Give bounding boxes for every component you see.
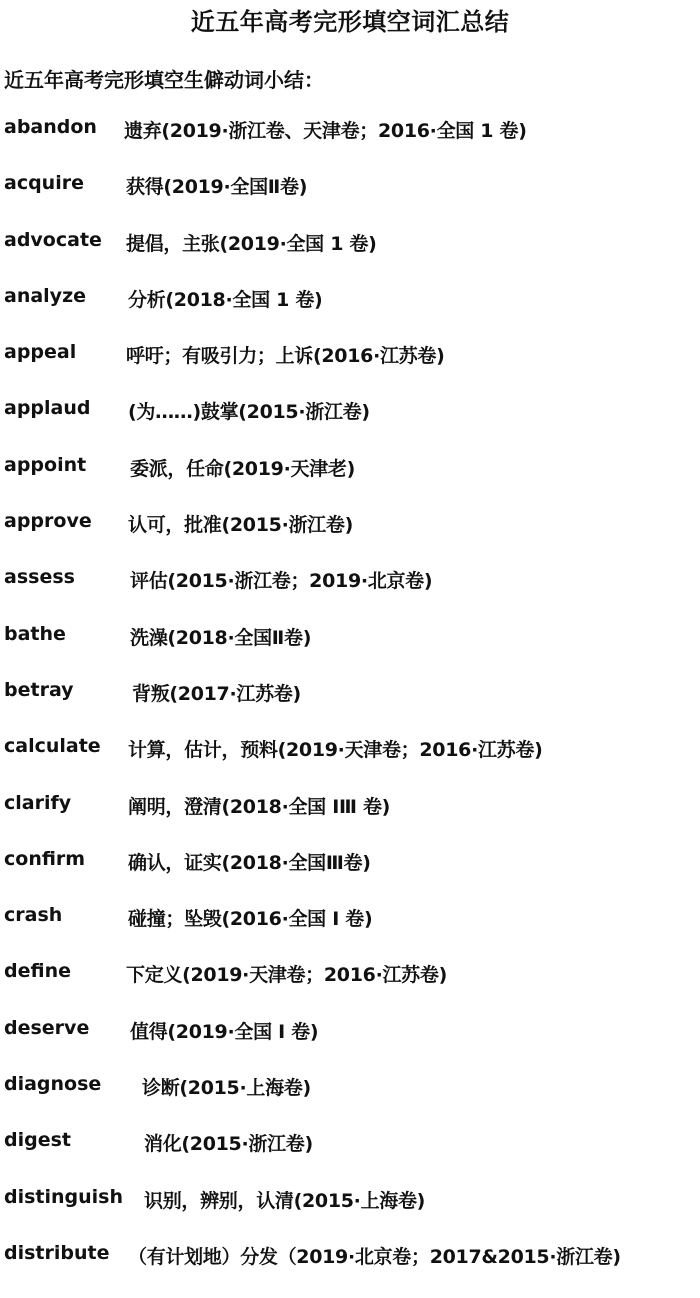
vocab-meaning: 识别，辨别，认清(2015·上海卷) — [144, 1189, 426, 1212]
vocab-meaning: 计算，估计，预料(2019·天津卷；2016·江苏卷) — [128, 739, 543, 762]
vocab-word: distinguish — [4, 1185, 124, 1208]
vocab-meaning: (为……)鼓掌(2015·浙江卷) — [128, 401, 370, 424]
vocab-word: diagnose — [4, 1073, 102, 1096]
vocab-meaning: 洗澡(2018·全国Ⅱ卷) — [130, 626, 312, 649]
vocab-meaning: 确认，证实(2018·全国Ⅲ卷) — [128, 851, 371, 874]
vocab-entry — [0, 1073, 700, 1129]
vocab-word: deserve — [4, 1016, 90, 1039]
vocab-word: appoint — [4, 453, 87, 476]
vocab-meaning: 委派，任命(2019·天津老) — [130, 457, 355, 480]
vocabulary-list — [0, 116, 700, 1298]
vocab-meaning: 呼吁；有吸引力；上诉(2016·江苏卷) — [126, 345, 445, 368]
vocab-word: crash — [4, 904, 63, 927]
vocab-meaning: 提倡，主张(2019·全国 1 卷) — [126, 232, 377, 255]
vocab-entry — [0, 623, 700, 679]
vocab-entry — [0, 1186, 700, 1242]
vocab-entry — [0, 1017, 700, 1073]
vocab-entry — [0, 510, 700, 566]
vocab-entry — [0, 116, 700, 172]
vocab-word: calculate — [4, 735, 101, 758]
vocab-word: appeal — [4, 341, 77, 364]
vocab-meaning: 认可，批准(2015·浙江卷) — [128, 514, 353, 537]
vocab-word: applaud — [4, 397, 91, 420]
vocab-entry — [0, 454, 700, 510]
vocab-meaning: （有计划地）分发（2019·北京卷；2017&2015·浙江卷) — [128, 1245, 621, 1268]
vocab-word: bathe — [4, 622, 66, 645]
vocab-meaning: 获得(2019·全国Ⅱ卷) — [126, 176, 308, 199]
vocab-entry — [0, 679, 700, 735]
vocab-entry — [0, 904, 700, 960]
vocab-meaning: 碰撞；坠毁(2016·全国 I 卷) — [128, 908, 373, 931]
document-subtitle: 近五年高考完形填空生僻动词小结： — [4, 68, 324, 92]
vocab-word: acquire — [4, 172, 84, 195]
vocab-meaning: 下定义(2019·天津卷；2016·江苏卷) — [126, 964, 447, 987]
vocab-entry — [0, 341, 700, 397]
vocab-meaning: 分析(2018·全国 1 卷) — [128, 288, 323, 311]
vocab-entry — [0, 735, 700, 791]
vocab-entry — [0, 285, 700, 341]
vocab-word: clarify — [4, 791, 72, 814]
document-title: 近五年高考完形填空词汇总结 — [190, 8, 510, 36]
vocab-meaning: 值得(2019·全国 I 卷) — [130, 1020, 319, 1043]
vocab-word: analyze — [4, 284, 87, 307]
vocab-meaning: 消化(2015·浙江卷) — [144, 1133, 313, 1156]
vocab-word: confirm — [4, 847, 86, 870]
vocab-word: betray — [4, 678, 74, 701]
vocab-meaning: 评估(2015·浙江卷；2019·北京卷) — [130, 570, 433, 593]
vocab-meaning: 背叛(2017·江苏卷) — [132, 682, 301, 705]
vocab-entry — [0, 172, 700, 228]
vocab-entry — [0, 397, 700, 453]
vocab-word: approve — [4, 510, 92, 533]
vocab-entry — [0, 960, 700, 1016]
vocab-word: define — [4, 960, 71, 983]
vocab-word: advocate — [4, 228, 102, 251]
vocab-meaning: 阐明，澄清(2018·全国 IⅢ 卷) — [128, 795, 391, 818]
vocab-meaning: 遗弃(2019·浙江卷、天津卷；2016·全国 1 卷) — [124, 120, 527, 142]
vocab-entry — [0, 848, 700, 904]
vocab-entry — [0, 1129, 700, 1185]
vocab-word: assess — [4, 566, 75, 589]
vocab-word: abandon — [4, 116, 97, 138]
vocab-meaning: 诊断(2015·上海卷) — [142, 1077, 311, 1100]
vocab-entry — [0, 566, 700, 622]
vocab-word: digest — [4, 1129, 71, 1152]
vocab-word: distribute — [4, 1241, 110, 1264]
vocab-entry — [0, 1242, 700, 1298]
vocab-entry — [0, 792, 700, 848]
vocab-entry — [0, 229, 700, 285]
